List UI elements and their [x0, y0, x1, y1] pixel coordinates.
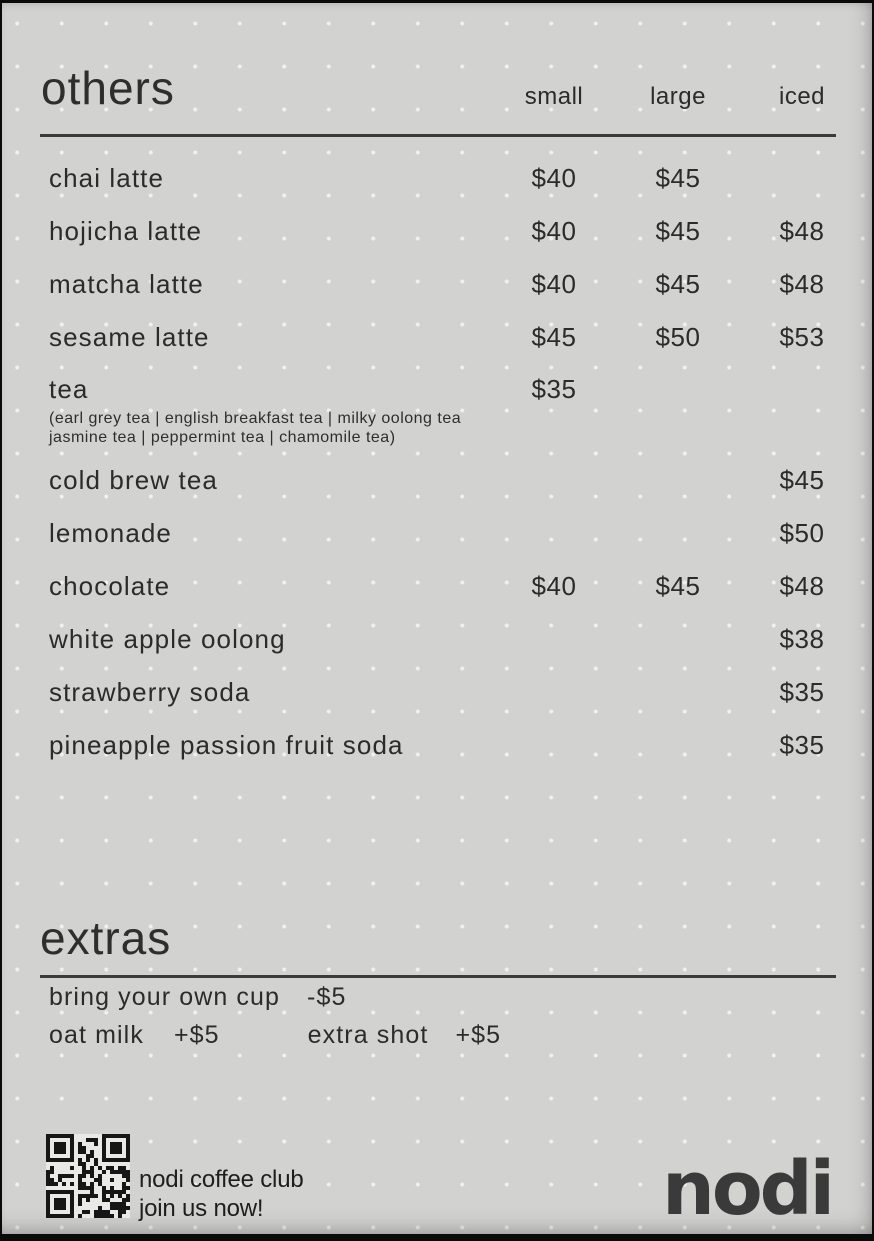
item-price-large: $45 [655, 571, 701, 601]
item-name: white apple oolong [49, 624, 286, 654]
item-name: pineapple passion fruit soda [49, 730, 404, 760]
item-name: lemonade [49, 518, 172, 548]
extras-section [40, 911, 864, 1054]
item-price-large: $45 [655, 216, 701, 246]
qr-code [46, 1134, 130, 1218]
qr-caption-line2: join us now! [139, 1195, 264, 1222]
item-price-iced: $48 [779, 216, 825, 246]
item-price-small: $40 [531, 216, 577, 246]
others-item-list [47, 152, 864, 772]
tea-note-line2: jasmine tea | peppermint tea | chamomile tea) [49, 428, 396, 446]
nodi-logo: nodi [662, 1146, 832, 1232]
item-price-iced: $38 [779, 624, 825, 654]
others-divider-line [40, 134, 836, 137]
item-price-iced: $45 [779, 465, 825, 495]
extras-price: +$5 [455, 1020, 502, 1049]
qr-caption [139, 1165, 303, 1223]
extras-row [47, 1016, 864, 1054]
item-price-large: $45 [655, 163, 701, 193]
item-price-small: $35 [531, 374, 577, 404]
extras-label: extra shot [307, 1020, 429, 1049]
qr-caption-line1: nodi coffee club [139, 1166, 304, 1193]
menu-poster [2, 3, 872, 1234]
item-price-iced: $53 [779, 322, 825, 352]
item-price-iced: $35 [779, 677, 825, 707]
item-price-iced: $48 [779, 571, 825, 601]
item-price-large: $50 [655, 322, 701, 352]
item-price-large: $45 [655, 269, 701, 299]
tea-varieties-note [49, 410, 492, 447]
menu-item-row [47, 719, 864, 772]
item-price-iced: $35 [779, 730, 825, 760]
column-header-large: large [650, 83, 706, 110]
menu-item-row [47, 666, 864, 719]
menu-item-row [47, 560, 864, 613]
section-title-others: others [41, 62, 175, 114]
menu-item-row-tea [47, 364, 864, 454]
column-header-small: small [524, 83, 584, 110]
extras-label: oat milk [49, 1020, 144, 1049]
item-price-iced: $48 [779, 269, 825, 299]
item-name: matcha latte [49, 269, 204, 299]
item-name: cold brew tea [49, 465, 218, 495]
menu-item-row [47, 613, 864, 666]
item-price-small: $40 [531, 571, 577, 601]
menu-item-row [47, 311, 864, 364]
item-name: chai latte [49, 163, 165, 193]
others-header [41, 61, 864, 115]
item-name-block [47, 374, 492, 447]
item-name: sesame latte [49, 322, 210, 352]
menu-item-row [47, 152, 864, 205]
menu-item-row [47, 258, 864, 311]
item-price-iced: $50 [779, 518, 825, 548]
extras-label: bring your own cup [49, 982, 281, 1011]
menu-item-row [47, 454, 864, 507]
menu-item-row [47, 507, 864, 560]
item-name: chocolate [49, 571, 171, 601]
column-header-iced: iced [778, 83, 826, 110]
extras-price: +$5 [173, 1020, 220, 1049]
item-name: hojicha latte [49, 216, 203, 246]
item-name: strawberry soda [49, 677, 251, 707]
extras-price: -$5 [307, 982, 347, 1011]
extras-row [47, 978, 864, 1016]
item-price-small: $40 [531, 269, 577, 299]
item-price-small: $45 [531, 322, 577, 352]
tea-note-line1: (earl grey tea | english breakfast tea | milky oolong tea [49, 410, 462, 427]
item-price-small: $40 [531, 163, 577, 193]
item-name: tea [49, 374, 89, 404]
menu-item-row [47, 205, 864, 258]
section-title-extras: extras [40, 912, 172, 964]
